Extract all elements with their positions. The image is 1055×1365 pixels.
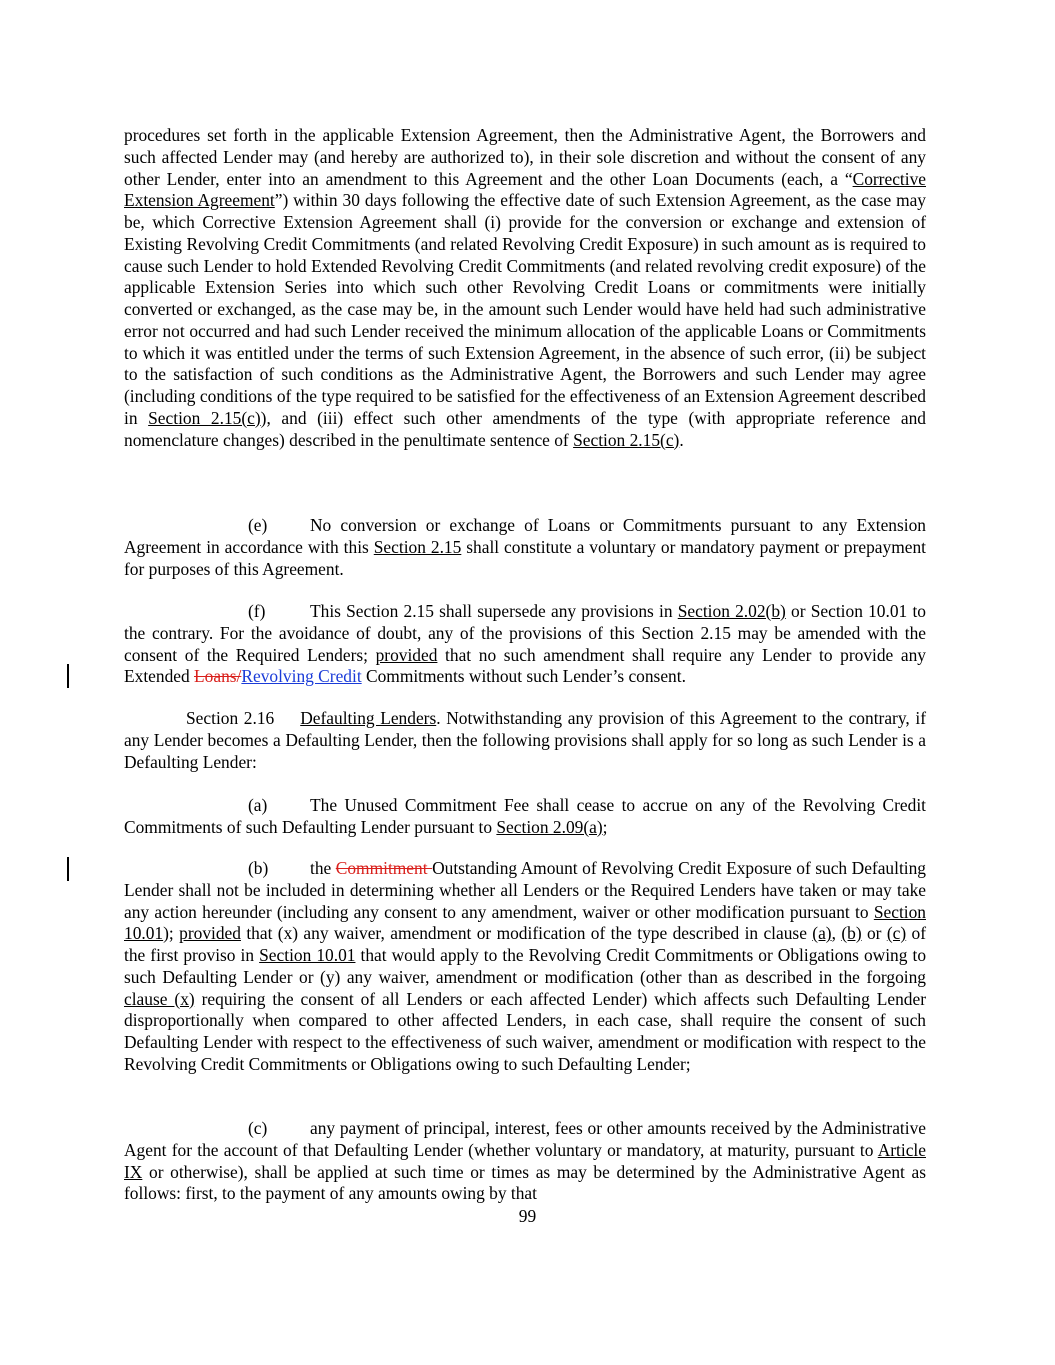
cross-reference-section-2-15c: Section 2.15(c) [148, 407, 261, 428]
paragraph-text: or Section 10.01 to the contrary. For the avoidance of doubt, any of the provisions of this Section 2.15 may be amended with the consent of the Required Lenders; [124, 601, 926, 665]
paragraph-clause-f [124, 601, 926, 688]
page-number: 99 [518, 1206, 537, 1226]
paragraph-text: that (x) any waiver, amendment or modification of the type described in clause [240, 923, 813, 944]
cross-reference-section-10-01: Section 10.01 [124, 901, 926, 944]
clause-reference-x: clause (x) [124, 988, 195, 1009]
paragraph-text: the [310, 858, 336, 878]
paragraph-text: that no such amendment shall require any Lender to provide any Extended [124, 644, 927, 687]
paragraph-text: Outstanding Amount of Revolving Credit Exposure of such Defaulting Lender shall not be included in determining whether all Lenders or the Required Lenders have taken or may take any action hereunder (including any consent to any amendment, waiver or other modification pursuant to [124, 858, 927, 922]
paragraph-text: requiring the consent of all Lenders or each affected Lender) which affects such Defaulting Lender disproportionally when compared to other affected Lenders, in each case, shall require the consent of such Defaulting Lender with respect to the effectiveness of such waiver, amendment or modification with respect to the Revolving Credit Commitments or Obligations owing to such Defaulting Lender; [124, 988, 927, 1074]
paragraph-text: . [679, 429, 684, 450]
paragraph-text: procedures set forth in the applicable Extension Agreement, then the Administrative Agent, the Borrowers and such affected Lender may (and hereby are authorized to), in their sole discretion and without the consent of any other Lender, enter into an amendment to this Agreement and the other Loan Documents (each, a “ [124, 125, 926, 189]
defined-term-corrective-extension-agreement: Corrective Extension Agreement [124, 168, 926, 211]
cross-reference-section-2-15: Section 2.15 [373, 536, 462, 557]
clause-label: (e) [248, 515, 268, 535]
paragraph-text: that would apply to the Revolving Credit Commitments or Obligations owing to such Defaulting Lender or (y) any waiver, amendment or modification (other than as described in the forgoing [124, 945, 927, 987]
paragraph-text: or otherwise), shall be applied at such time or times as may be determined by the Administrative Agent as follows: first, to the payment of any amounts owing by that [124, 1161, 926, 1204]
cross-reference-section-10-01: Section 10.01 [259, 945, 356, 965]
paragraph-clause-b [124, 858, 926, 1076]
cross-reference-section-2-02b: Section 2.02(b) [677, 601, 786, 621]
paragraph-text: This Section 2.15 shall supersede any provisions in [310, 601, 678, 621]
paragraph-text: ), and (iii) effect such other amendments of the type (with appropriate reference and nomenclature changes) described in the penultimate sentence of [124, 407, 926, 450]
clause-reference-a: (a) [812, 923, 832, 944]
paragraph-text: The Unused Commitment Fee shall cease to accrue on any of the Revolving Credit Commitments of such Defaulting Lender pursuant to [124, 795, 926, 837]
paragraph-text: shall constitute a voluntary or mandatory payment or prepayment for purposes of this Agreement. [124, 536, 926, 579]
paragraph-text: , [831, 923, 842, 944]
change-bar [67, 857, 69, 881]
paragraph-text: or [861, 923, 887, 944]
section-number: Section 2.16 [186, 708, 275, 728]
paragraph-text: any payment of principal, interest, fees or other amounts received by the Administrative Agent for the account of that Defaulting Lender (whether voluntary or mandatory, at maturity, pursuant to [124, 1118, 926, 1160]
clause-label: (a) [248, 795, 268, 815]
clause-reference-b: (b) [841, 923, 862, 944]
paragraph-text: No conversion or exchange of Loans or Commitments pursuant to any Extension Agreement in accordance with this [124, 515, 926, 557]
paragraph-text: Commitments without such Lender’s consent. [361, 666, 686, 687]
paragraph-clause-c [124, 1118, 926, 1205]
clause-label: (f) [248, 601, 266, 621]
tracked-deletion: Loans/ [194, 666, 242, 687]
change-bar [67, 664, 69, 688]
paragraph-text: of the first proviso in [124, 923, 926, 965]
section-2-16-defaulting-lenders [124, 708, 926, 773]
section-heading: Defaulting Lenders [300, 708, 437, 728]
clause-label: (b) [248, 858, 269, 878]
cross-reference-article-ix: Article IX [124, 1139, 926, 1182]
cross-reference-section-2-09a: Section 2.09(a) [496, 816, 603, 837]
proviso-term: provided [375, 644, 438, 665]
paragraph-extension-error [124, 125, 926, 451]
paragraph-clause-a [124, 795, 926, 839]
cross-reference-section-2-15c: Section 2.15(c) [573, 429, 680, 450]
clause-label: (c) [248, 1118, 268, 1138]
tracked-insertion: Revolving Credit [241, 666, 362, 687]
paragraph-clause-e [124, 515, 926, 580]
paragraph-text: ”) within 30 days following the effective date of such Extension Agreement, as the case may be, which Corrective Extension Agreement shall (i) provide for the conversion or exchange and extension of Existing Revolving Credit Commitments (and related Revolving Credit Exposure) in such amount as is required to cause such Lender to hold Extended Revolving Credit Commitments (and related revolving credit exposure) of the applicable Extension Series into which such other Revolving Credit Loans or commitments were initially converted or exchanged, as the case may be, in the amount such Lender would have held had such administrative error not occurred and had such Lender received the minimum allocation of the applicable Loans or Commitments to which it was entitled under the terms of such Extension Agreement, in the absence of such error, (ii) be subject to the satisfaction of such conditions as the Administrative Agent, the Borrowers and such Lender may agree (including conditions of the type required to be satisfied for the effectiveness of an Extension Agreement described in [124, 190, 927, 428]
proviso-term: provided [179, 923, 241, 944]
tracked-deletion: Commitment [335, 858, 433, 878]
clause-reference-c: (c) [886, 923, 907, 944]
paragraph-text: . Notwithstanding any provision of this Agreement to the contrary, if any Lender becomes a Defaulting Lender, then the following provisions shall apply for so long as such Lender is a Defaulting Lender: [124, 708, 926, 772]
paragraph-text: ); [163, 923, 180, 944]
paragraph-text: ; [602, 816, 608, 837]
